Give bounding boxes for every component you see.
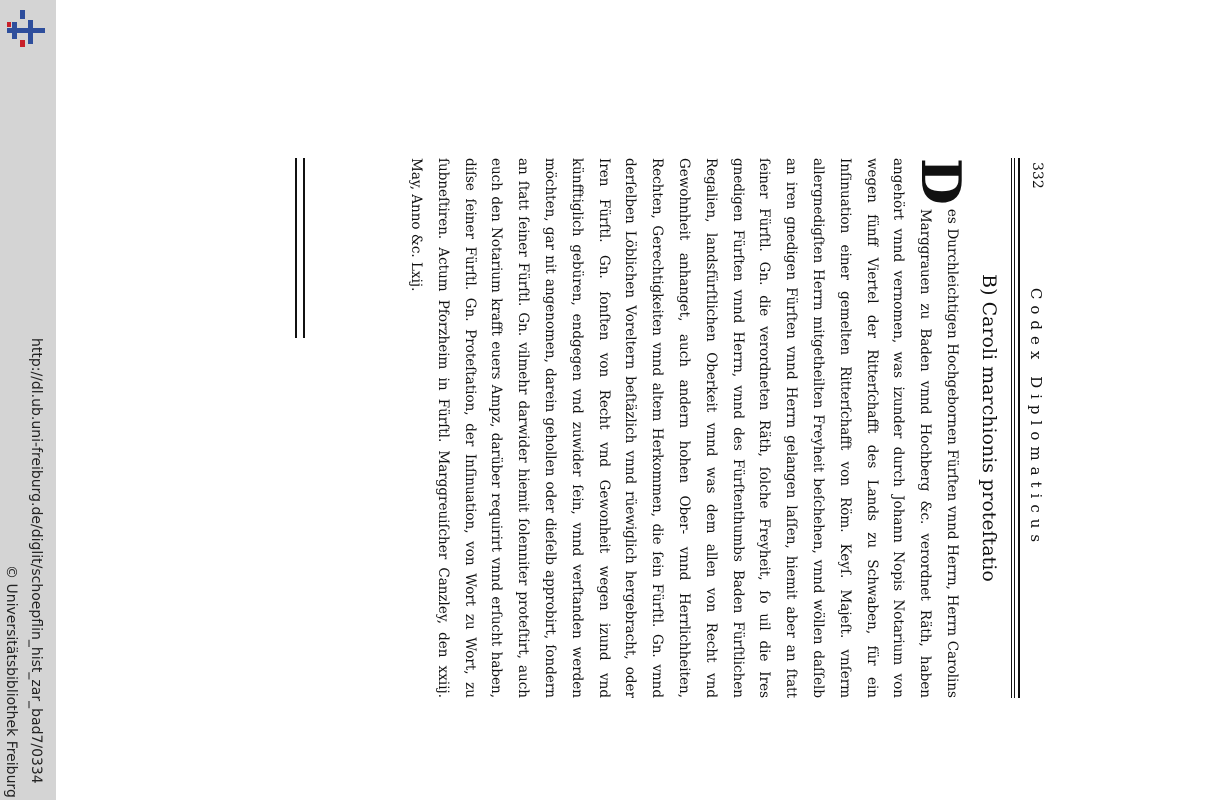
header-rule [1011,158,1012,698]
header-rule [1014,158,1015,698]
header-rule [1018,158,1020,698]
page-number: 332 [1029,162,1045,189]
document-url[interactable]: http://dl.ub.uni-freiburg.de/diglit/schoepflin_hist_zar_bad7/0334 [28,338,44,784]
end-rule [295,158,305,338]
body-text: es Durchleichtigen Hochgebornen Fürſten vnnd Herrn, Herrn Carolins Marggrauen zu Baden vnnd Hochberg &c. verordnet Räth, haben angehört vnnd vernomen, was izunder durch Johann Nopis Notarium von wegen fünff Viertel der Ritterſchafft des Lands zu Schwaben, für ein Inſinuation einer gemelten Ritterſchafft von Röm. Keyſ. Majeſt. vnſerm allergnedigſten Herrn mitgetheilten Freyheit beſchehen, vnnd wöllen daſſelb an iren gnedigen Fürſten vnnd Herrn gelangen laſſen, hiemit aber an ſtatt ſeiner Fürſtl. Gn. die verordneten Räth, ſolche Freyheit, ſo uil die Ires gnedigen Fürſten vnnd Herrn, vnnd des Fürſtenthumbs Baden Fürſtlichen Regalien, landsfürſtlichen Oberkeit vnnd was dem allen von Recht vnd Gewohnheit anhanget, auch andern hohen Ober- vnnd Herrlichheiten, Rechten, Gerechtigkeiten vnnd altem Herkommen, die ſein Fürſtl. Gn. vnnd derſelben Löblichen Voreltern beſtäzlich vnnd rüewiglich hergebracht, oder Iren Fürſtl. Gn. ſonſten von Recht vnd Gewonheit wegen izund vnd künfftiglich gebüren, endgegen vnd zuwider ſein, vnnd verſtanden werden möchten, gar nit angenomen, darein gehollen oder dieſelb approbirt, ſondern an ſtatt ſeiner Fürſtl. Gn. vilmehr darwider hiemit ſolenniter proteſtirt, auch euch den Notarium krafft euers Ampz, darüber requirirt vnnd erſucht haben, diſse ſeiner Fürſtl. Gn. Proteſtation, der Inſinuation, von Wort zu Wort, zu ſubneſtiren. Actum Pforzheim in Fürſtl. Marggreuiſcher Canzley, den xxiij. May, Anno &c. Lxij. [408,158,960,698]
viewer-sidebar [0,0,56,800]
copyright-notice: © Universitätsbibliothek Freiburg [3,565,19,798]
running-head: Codex Diplomaticus [1027,287,1045,549]
drop-cap: D [909,158,973,205]
document-title: B) Caroli marchionis proteſtatio [978,274,1000,582]
ub-freiburg-logo-icon[interactable] [4,8,48,52]
document-body [402,158,973,698]
scanned-page [345,158,1045,698]
